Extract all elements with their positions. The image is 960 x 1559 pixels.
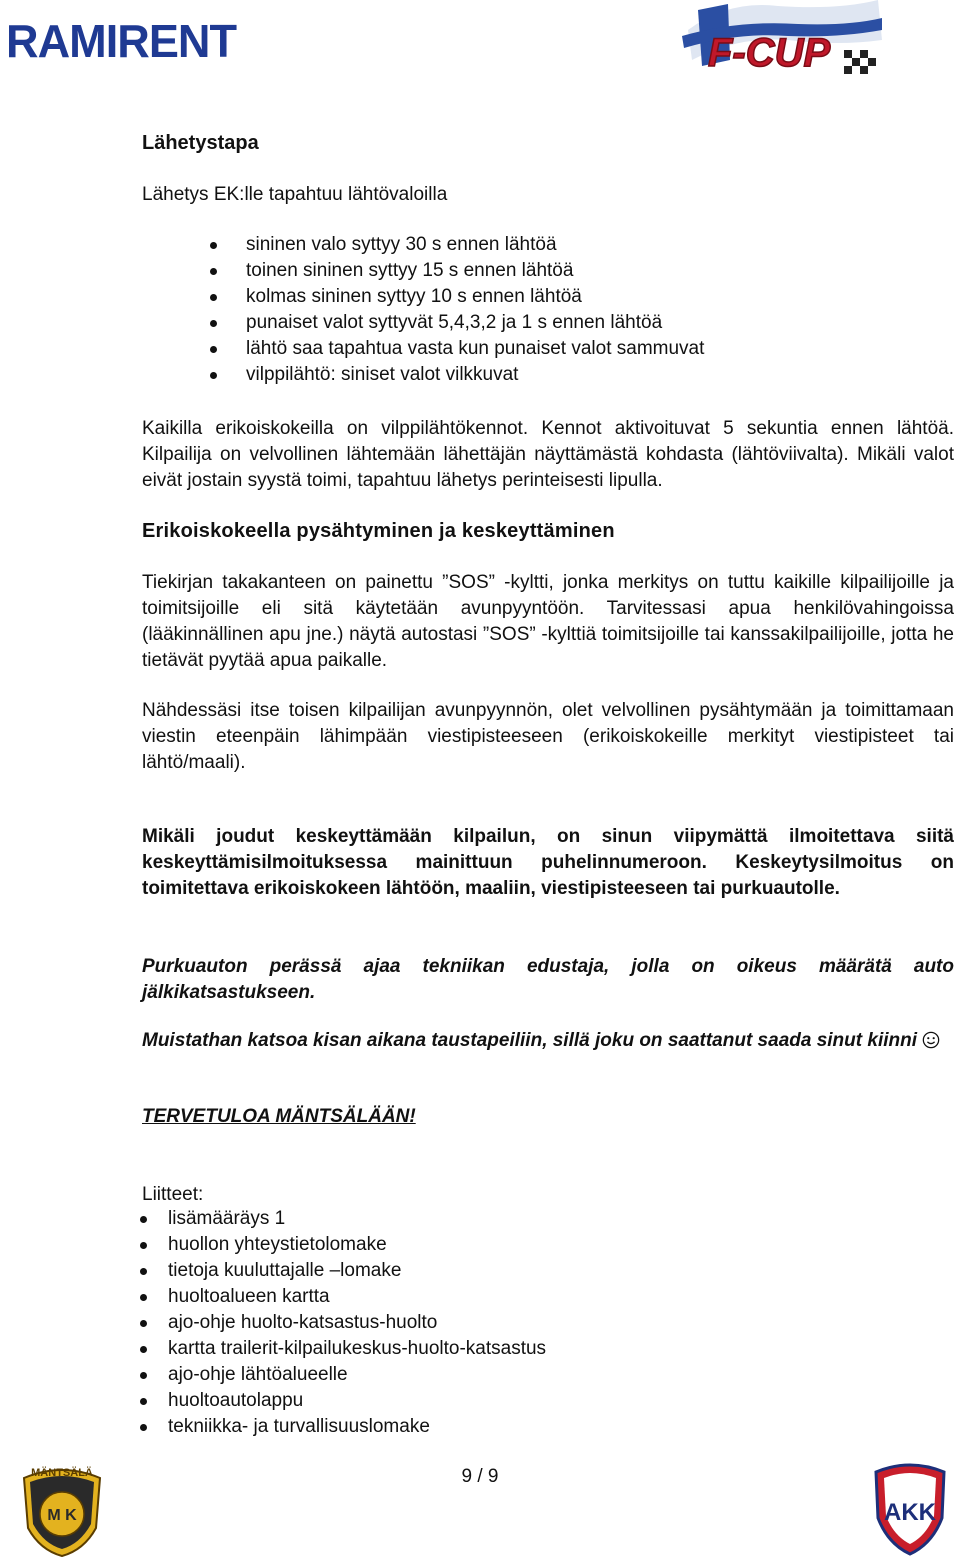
bullet-icon xyxy=(140,1268,147,1275)
bullet-icon xyxy=(140,1398,147,1405)
akk-logo xyxy=(870,1458,950,1556)
bullet-icon xyxy=(140,1216,147,1223)
list-item: punaiset valot syttyvät 5,4,3,2 ja 1 s ennen lähtöä xyxy=(210,310,910,336)
page-number: 9 / 9 xyxy=(461,1466,499,1487)
bullet-icon xyxy=(210,346,217,353)
attachments-title: Liitteet: xyxy=(142,1184,204,1205)
list-item: lähtö saa tapahtua vasta kun punaiset valot sammuvat xyxy=(210,336,910,362)
bullet-icon xyxy=(210,268,217,275)
list-item: huoltoalueen kartta xyxy=(140,1284,840,1310)
list-item: sininen valo syttyy 30 s ennen lähtöä xyxy=(210,232,910,258)
svg-text:AKK: AKK xyxy=(884,1499,936,1526)
list-item: kartta trailerit-kilpailukeskus-huolto-katsastus xyxy=(140,1336,840,1362)
list-item: kolmas sininen syttyy 10 s ennen lähtöä xyxy=(210,284,910,310)
f-cup-logo xyxy=(668,0,888,86)
mantsala-mk-logo xyxy=(14,1458,110,1558)
bullet-icon xyxy=(140,1372,147,1379)
sos-paragraph: Tiekirjan takakanteen on painettu ”SOS” -kyltti, jonka merkitys on tuttu kaikille kilpailijoille ja toimitsijoille eli sitä käytetään avunpyyntöön. Tarvitessasi apua henkilövahingoissa (lääkinnällinen apu jne.) näytä autostasi ”SOS” -kylttiä toimitsijoille tai kanssakilpailijoille, jotta he tietävät pyytää apua paikalle. xyxy=(142,572,954,671)
list-item: ajo-ohje lähtöalueelle xyxy=(140,1362,840,1388)
welcome-text: TERVETULOA MÄNTSÄLÄÄN! xyxy=(142,1106,416,1127)
retirement-paragraph: Mikäli joudut keskeyttämään kilpailun, on sinun viipymättä ilmoitettava siitä keskeyttämisilmoituksessa mainittuun puhelinnumeroon. Keskeytysilmoitus on toimitettava erikoiskokeen lähtöön, maaliin, viestipisteeseen tai purkuautolle. xyxy=(142,826,954,899)
list-item: ajo-ohje huolto-katsastus-huolto xyxy=(140,1310,840,1336)
ramirent-logo: RAMIRENT xyxy=(6,15,237,67)
svg-text:M K: M K xyxy=(47,1507,77,1524)
list-item: huollon yhteystietolomake xyxy=(140,1232,840,1258)
sweep-car-paragraph: Purkuauton perässä ajaa tekniikan edustaja, jolla on oikeus määrätä auto jälkikatsastukseen. xyxy=(142,956,954,1003)
section-title-pysahtyminen: Erikoiskokeella pysähtyminen ja keskeyttäminen xyxy=(142,520,615,542)
bullet-icon xyxy=(210,242,217,249)
list-item: lisämääräys 1 xyxy=(140,1206,840,1232)
section-intro: Lähetys EK:lle tapahtuu lähtövaloilla xyxy=(142,184,448,205)
false-start-paragraph: Kaikilla erikoiskokeilla on vilppilähtökennot. Kennot aktivoituvat 5 sekuntia ennen lähtöä. Kilpailija on velvollinen lähtemään lähettäjän näyttämästä kohdasta (lähtöviivalta). Mikäli valot eivät jostain syystä toimi, tapahtuu lähetys perinteisesti lipulla. xyxy=(142,418,954,491)
bullet-icon xyxy=(210,294,217,301)
bullet-icon xyxy=(140,1294,147,1301)
bullet-icon xyxy=(140,1346,147,1353)
attachments-list xyxy=(140,1206,840,1440)
bullet-icon xyxy=(210,320,217,327)
list-item: tekniikka- ja turvallisuuslomake xyxy=(140,1414,840,1440)
svg-text:MÄNTSÄLÄ: MÄNTSÄLÄ xyxy=(31,1467,93,1479)
bullet-icon xyxy=(140,1320,147,1327)
f-cup-text: F-CUP xyxy=(708,31,831,75)
list-item: huoltoautolappu xyxy=(140,1388,840,1414)
bullet-icon xyxy=(140,1424,147,1431)
bullet-icon xyxy=(210,372,217,379)
list-item: toinen sininen syttyy 15 s ennen lähtöä xyxy=(210,258,910,284)
bullet-icon xyxy=(140,1242,147,1249)
smiley-icon xyxy=(922,1031,940,1049)
help-paragraph: Nähdessäsi itse toisen kilpailijan avunpyynnön, olet velvollinen pysähtymään ja toimittamaan viestin eteenpäin lähimpään viestipisteeseen (erikoiskokeille merkityt viestipisteet tai lähtö/maali). xyxy=(142,700,954,773)
section-title-lahetystapa: Lähetystapa xyxy=(142,132,259,154)
list-item: tietoja kuuluttajalle –lomake xyxy=(140,1258,840,1284)
mirror-paragraph: Muistathan katsoa kisan aikana taustapeiliin, sillä joku on saattanut saada sinut kiinni xyxy=(142,1028,954,1054)
list-item: vilppilähtö: siniset valot vilkkuvat xyxy=(210,362,910,388)
start-lights-list xyxy=(210,232,910,388)
